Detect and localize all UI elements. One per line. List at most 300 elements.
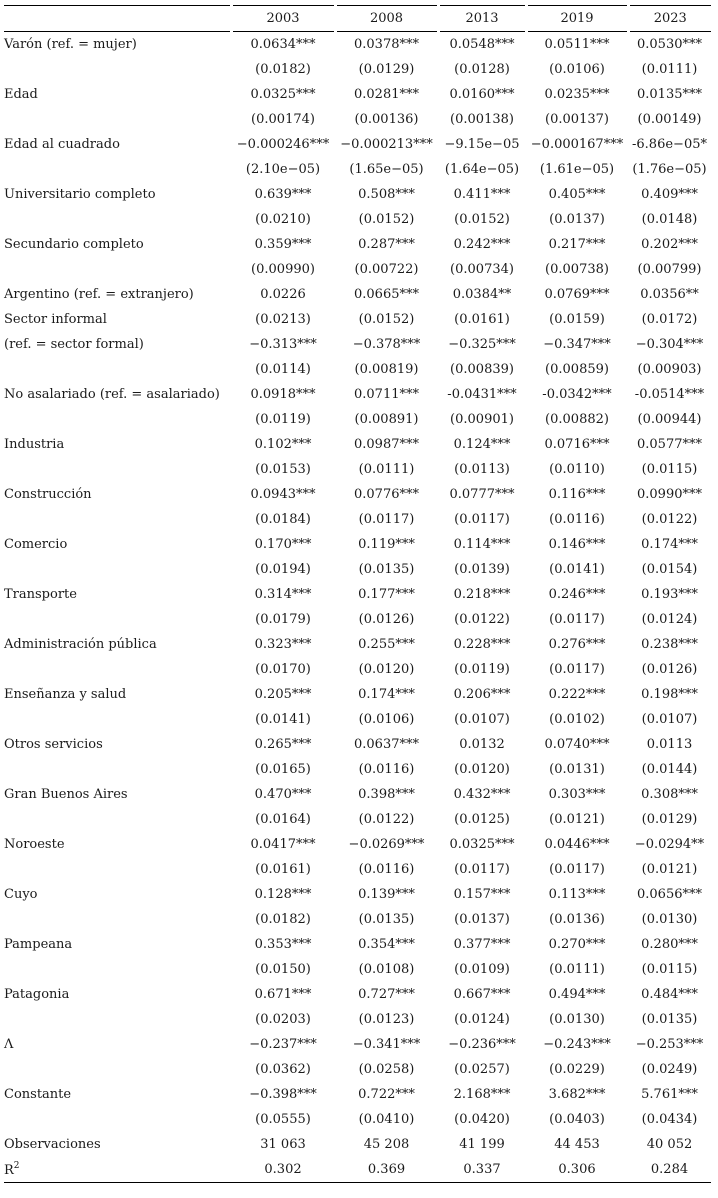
value-cell: -0.0342*** [542, 387, 612, 402]
table-row [4, 507, 711, 532]
value-cell: 0.0325*** [449, 837, 515, 852]
value-cell: 0.218*** [453, 587, 511, 602]
table-row [4, 607, 711, 632]
value-cell: 0.667*** [453, 987, 511, 1002]
value-cell: 0.124*** [453, 437, 511, 452]
value-cell: (0.0111) [641, 62, 698, 77]
value-cell: (0.0182) [255, 62, 311, 77]
value-cell: (0.0152) [358, 312, 415, 327]
value-cell: (0.0130) [549, 1012, 605, 1027]
value-cell: (0.0141) [255, 712, 311, 727]
value-cell: 0.205*** [254, 687, 312, 702]
value-cell: 0.255*** [358, 637, 415, 652]
value-cell: 0.377*** [453, 937, 511, 952]
header-row [4, 6, 711, 32]
table-row [4, 557, 711, 582]
value-cell: (0.0154) [641, 562, 698, 577]
r2-label: R [4, 1163, 14, 1178]
table-row [4, 382, 711, 407]
value-cell: 0.270*** [548, 937, 606, 952]
value-cell: −0.253*** [635, 1037, 704, 1052]
value-cell: −0.325*** [448, 337, 516, 352]
value-cell: 0.0325*** [250, 87, 316, 102]
row-label [4, 707, 231, 732]
value-cell: (0.0123) [358, 1012, 415, 1027]
value-cell: (0.0179) [255, 612, 311, 627]
value-cell: (0.0135) [358, 562, 415, 577]
value-cell: -0.0514*** [634, 387, 705, 402]
value-cell: (0.00882) [545, 412, 609, 427]
table-row [4, 1132, 711, 1157]
value-cell: 0.0548*** [449, 37, 515, 52]
value-cell: 0.353*** [254, 937, 312, 952]
value-cell: (0.0121) [549, 812, 605, 827]
value-cell: (0.0203) [255, 1012, 311, 1027]
value-cell: (0.0184) [255, 512, 311, 527]
value-cell: 0.284 [650, 1162, 689, 1177]
value-cell: (0.0410) [358, 1112, 415, 1127]
value-cell: (0.0139) [454, 562, 510, 577]
value-cell: (0.0249) [641, 1062, 698, 1077]
value-cell: 0.174*** [641, 537, 698, 552]
regression-table [4, 5, 711, 1183]
value-cell: 0.128*** [254, 887, 312, 902]
value-cell: 0.146*** [548, 537, 606, 552]
value-cell: (0.0130) [641, 912, 698, 927]
table-row [4, 357, 711, 382]
value-cell: 0.0113 [646, 737, 693, 752]
value-cell: (0.0121) [641, 862, 698, 877]
table-row [4, 907, 711, 932]
value-cell: (0.00990) [251, 262, 315, 277]
row-label [4, 607, 231, 632]
row-label [4, 1057, 231, 1082]
r2-superscript: 2 [13, 1161, 20, 1171]
value-cell: (0.0108) [358, 962, 415, 977]
value-cell: (0.0120) [454, 762, 510, 777]
header-cell: 2003 [231, 6, 335, 32]
value-cell: (0.0555) [255, 1112, 311, 1127]
value-cell: 0.174*** [358, 687, 415, 702]
row-label [4, 1007, 231, 1032]
table-row [4, 732, 711, 757]
row-label: Edad al cuadrado [4, 137, 120, 152]
value-cell: 0.398*** [358, 787, 415, 802]
value-cell: (0.0164) [255, 812, 311, 827]
value-cell: 0.639*** [254, 187, 312, 202]
table-row [4, 982, 711, 1007]
table-row [4, 207, 711, 232]
value-cell: 0.276*** [548, 637, 606, 652]
value-cell: −0.000246*** [236, 137, 330, 152]
value-cell: 0.432*** [453, 787, 511, 802]
row-label: Industria [4, 437, 65, 452]
value-cell: −0.347*** [543, 337, 611, 352]
table-row [4, 332, 711, 357]
value-cell: (0.0403) [549, 1112, 605, 1127]
value-cell: -6.86e−05* [632, 137, 707, 152]
value-cell: 0.202*** [641, 237, 698, 252]
table-row [4, 582, 711, 607]
header-cell: 2008 [335, 6, 438, 32]
value-cell: 0.206*** [453, 687, 511, 702]
value-cell: −0.237*** [249, 1037, 317, 1052]
value-cell: (0.0136) [549, 912, 605, 927]
value-cell: 3.682*** [548, 1087, 606, 1102]
row-label [4, 1107, 231, 1132]
value-cell: 0.0530*** [637, 37, 702, 52]
row-label: Universitario completo [4, 187, 156, 202]
table-row [4, 1107, 711, 1132]
value-cell: 45 208 [363, 1137, 410, 1152]
value-cell: (0.0124) [454, 1012, 510, 1027]
value-cell: (0.0117) [454, 862, 510, 877]
value-cell: (0.0148) [641, 212, 698, 227]
value-cell: 31 063 [260, 1137, 306, 1152]
value-cell: 2.168*** [453, 1087, 511, 1102]
value-cell: 0.0740*** [544, 737, 610, 752]
table-row [4, 432, 711, 457]
row-label: Observaciones [4, 1137, 101, 1152]
value-cell: (0.0115) [641, 962, 698, 977]
value-cell: (0.00138) [450, 112, 514, 127]
value-cell: (0.00722) [354, 262, 419, 277]
value-cell: 0.323*** [254, 637, 312, 652]
value-cell: 0.0943*** [250, 487, 316, 502]
row-label: Λ [4, 1037, 14, 1052]
row-label: Transporte [4, 587, 77, 602]
table-row [4, 232, 711, 257]
row-label: Cuyo [4, 887, 38, 902]
value-cell: 0.727*** [358, 987, 415, 1002]
value-cell: 0.0776*** [354, 487, 419, 502]
row-label: (ref. = sector formal) [4, 337, 144, 352]
value-cell: 0.139*** [358, 887, 415, 902]
value-cell: (0.0126) [358, 612, 415, 627]
table-row [4, 482, 711, 507]
value-cell: 0.359*** [254, 237, 312, 252]
value-cell: (0.00859) [545, 362, 609, 377]
value-cell: 0.280*** [641, 937, 698, 952]
value-cell: (0.0150) [255, 962, 311, 977]
value-cell: (0.00839) [450, 362, 514, 377]
value-cell: (0.0161) [255, 862, 311, 877]
value-cell: (0.0258) [358, 1062, 415, 1077]
row-label [4, 107, 231, 132]
value-cell: (0.0124) [641, 612, 698, 627]
value-cell: 44 453 [554, 1137, 600, 1152]
row-label [4, 57, 231, 82]
row-label [4, 257, 231, 282]
value-cell: (0.0107) [454, 712, 510, 727]
row-label [4, 957, 231, 982]
table-row [4, 132, 711, 157]
value-cell: 0.0990*** [637, 487, 702, 502]
value-cell: −0.243*** [543, 1037, 611, 1052]
value-cell: 0.222*** [548, 687, 606, 702]
value-cell: −0.0294** [634, 837, 705, 852]
value-cell: −0.313*** [249, 337, 317, 352]
value-cell: (0.0213) [255, 312, 311, 327]
table-row [4, 407, 711, 432]
value-cell: (0.0170) [255, 662, 311, 677]
value-cell: 0.0577*** [637, 437, 702, 452]
value-cell: (0.0131) [549, 762, 605, 777]
value-cell: (0.0122) [358, 812, 415, 827]
table-row [4, 182, 711, 207]
value-cell: 0.246*** [548, 587, 606, 602]
value-cell: 0.484*** [641, 987, 698, 1002]
value-cell: 0.314*** [254, 587, 312, 602]
table-row [4, 1082, 711, 1107]
row-label: Constante [4, 1087, 72, 1102]
value-cell: 0.354*** [358, 937, 415, 952]
row-label [4, 407, 231, 432]
value-cell: (0.0129) [358, 62, 415, 77]
table-row [4, 532, 711, 557]
value-cell: −0.398*** [249, 1087, 317, 1102]
value-cell: 0.671*** [254, 987, 312, 1002]
value-cell: (0.0116) [358, 862, 415, 877]
value-cell: 0.0235*** [544, 87, 610, 102]
value-cell: (0.0113) [454, 462, 510, 477]
table-row-r2 [4, 1157, 711, 1183]
value-cell: (0.0117) [549, 612, 605, 627]
value-cell: (0.0114) [255, 362, 311, 377]
value-cell: (0.0107) [641, 712, 698, 727]
value-cell: 0.228*** [453, 637, 511, 652]
row-label [4, 907, 231, 932]
value-cell: (0.0152) [358, 212, 415, 227]
value-cell: (0.0117) [358, 512, 415, 527]
value-cell: (0.0120) [358, 662, 415, 677]
value-cell: (0.0161) [454, 312, 510, 327]
value-cell: 0.0384** [452, 287, 512, 302]
value-cell: 0.170*** [254, 537, 312, 552]
value-cell: (0.0420) [454, 1112, 510, 1127]
value-cell: (0.0229) [549, 1062, 605, 1077]
value-cell: (0.0129) [641, 812, 698, 827]
table-row [4, 1007, 711, 1032]
value-cell: 0.369 [367, 1162, 406, 1177]
value-cell: 0.0226 [260, 287, 306, 302]
table-row [4, 757, 711, 782]
value-cell: 0.308*** [641, 787, 698, 802]
value-cell: (0.00944) [637, 412, 702, 427]
row-label [4, 357, 231, 382]
row-label [4, 507, 231, 532]
table-row [4, 1032, 711, 1057]
value-cell: (0.00136) [354, 112, 419, 127]
table-row [4, 882, 711, 907]
row-label: No asalariado (ref. = asalariado) [4, 387, 220, 402]
value-cell: (0.0111) [358, 462, 415, 477]
value-cell: −0.304*** [635, 337, 704, 352]
table-row [4, 107, 711, 132]
value-cell: (0.0172) [641, 312, 698, 327]
value-cell: (0.0122) [641, 512, 698, 527]
table-row [4, 257, 711, 282]
value-cell: (0.0106) [549, 62, 605, 77]
row-label [4, 757, 231, 782]
value-cell: 0.157*** [453, 887, 511, 902]
value-cell: 0.0417*** [250, 837, 316, 852]
value-cell: 0.0378*** [354, 37, 419, 52]
value-cell: 0.0446*** [544, 837, 610, 852]
table-row [4, 57, 711, 82]
table-row [4, 457, 711, 482]
value-cell: (0.0135) [358, 912, 415, 927]
table-row [4, 857, 711, 882]
value-cell: −0.378*** [352, 337, 421, 352]
value-cell: 0.0135*** [637, 87, 702, 102]
row-label [4, 557, 231, 582]
row-label: Edad [4, 87, 38, 102]
value-cell: 0.411*** [453, 187, 511, 202]
table-row [4, 832, 711, 857]
table-row [4, 82, 711, 107]
table-row [4, 307, 711, 332]
value-cell: (0.0109) [454, 962, 510, 977]
value-cell: (0.0119) [454, 662, 510, 677]
row-label: Patagonia [4, 987, 70, 1002]
value-cell: 0.238*** [641, 637, 698, 652]
value-cell: −9.15e−05 [444, 137, 520, 152]
value-cell: (0.0152) [454, 212, 510, 227]
table-body [4, 32, 711, 1183]
value-cell: (0.00734) [450, 262, 514, 277]
value-cell: 0.409*** [641, 187, 698, 202]
value-cell: (0.0117) [549, 662, 605, 677]
value-cell: 0.0987*** [354, 437, 419, 452]
row-label: Gran Buenos Aires [4, 787, 128, 802]
value-cell: 5.761*** [641, 1087, 698, 1102]
row-label [4, 157, 231, 182]
value-cell: 0.470*** [254, 787, 312, 802]
value-cell: (0.0137) [549, 212, 605, 227]
value-cell: (0.0182) [255, 912, 311, 927]
row-label [4, 657, 231, 682]
value-cell: (0.00799) [637, 262, 702, 277]
value-cell: 0.0716*** [544, 437, 610, 452]
value-cell: (0.00819) [354, 362, 419, 377]
header-cell: 2013 [438, 6, 526, 32]
value-cell: 0.102*** [254, 437, 312, 452]
value-cell: 0.0918*** [250, 387, 316, 402]
table-row [4, 682, 711, 707]
header-cell [4, 6, 231, 32]
value-cell: (0.0194) [255, 562, 311, 577]
value-cell: 0.217*** [548, 237, 606, 252]
value-cell: 0.116*** [548, 487, 606, 502]
value-cell: 0.193*** [641, 587, 698, 602]
value-cell: 0.0711*** [354, 387, 419, 402]
value-cell: (0.0137) [454, 912, 510, 927]
row-label [4, 457, 231, 482]
row-label: Noroeste [4, 837, 65, 852]
value-cell: (1.65e−05) [349, 162, 424, 177]
value-cell: 0.306 [558, 1162, 596, 1177]
value-cell: (0.0115) [641, 462, 698, 477]
value-cell: (0.0117) [549, 862, 605, 877]
value-cell: (0.00901) [450, 412, 514, 427]
header-cell: 2019 [526, 6, 628, 32]
value-cell: −0.341*** [352, 1037, 421, 1052]
value-cell: 0.303*** [548, 787, 606, 802]
row-label: Administración pública [4, 637, 157, 652]
row-label: Varón (ref. = mujer) [4, 37, 137, 52]
value-cell: (0.0126) [641, 662, 698, 677]
value-cell: (1.61e−05) [539, 162, 615, 177]
value-cell: (0.0362) [255, 1062, 311, 1077]
value-cell: (0.0144) [641, 762, 698, 777]
table-row [4, 282, 711, 307]
table-row [4, 782, 711, 807]
value-cell: 0.0511*** [544, 37, 610, 52]
value-cell: 0.198*** [641, 687, 698, 702]
value-cell: 0.0777*** [449, 487, 515, 502]
table-row [4, 157, 711, 182]
value-cell: (0.0135) [641, 1012, 698, 1027]
value-cell: 0.0281*** [354, 87, 419, 102]
table-row [4, 657, 711, 682]
value-cell: (1.76e−05) [632, 162, 707, 177]
row-label: Pampeana [4, 937, 73, 952]
value-cell: 0.0132 [459, 737, 505, 752]
value-cell: 0.114*** [453, 537, 511, 552]
value-cell: (0.0257) [454, 1062, 510, 1077]
value-cell: (0.00174) [251, 112, 315, 127]
value-cell: 0.0656*** [637, 887, 702, 902]
value-cell: 0.337 [463, 1162, 501, 1177]
value-cell: (0.00903) [637, 362, 702, 377]
value-cell: 0.0160*** [449, 87, 515, 102]
value-cell: 41 199 [459, 1137, 505, 1152]
value-cell: (0.0434) [641, 1112, 698, 1127]
value-cell: 0.113*** [548, 887, 606, 902]
value-cell: (0.0122) [454, 612, 510, 627]
row-label [4, 807, 231, 832]
value-cell: 0.287*** [358, 237, 415, 252]
value-cell: (0.0153) [255, 462, 311, 477]
value-cell: (0.0106) [358, 712, 415, 727]
table-row [4, 707, 711, 732]
value-cell: (0.00149) [637, 112, 702, 127]
row-label [4, 857, 231, 882]
value-cell: −0.000213*** [340, 137, 433, 152]
value-cell: 40 052 [646, 1137, 693, 1152]
value-cell: 0.0634*** [250, 37, 316, 52]
row-label: Otros servicios [4, 737, 103, 752]
value-cell: 0.722*** [358, 1087, 415, 1102]
header-cell: 2023 [628, 6, 711, 32]
table-row [4, 807, 711, 832]
value-cell: 0.508*** [358, 187, 415, 202]
value-cell: (0.0141) [549, 562, 605, 577]
value-cell: -0.0431*** [447, 387, 517, 402]
value-cell: (0.00891) [354, 412, 419, 427]
value-cell: (1.64e−05) [444, 162, 520, 177]
table-row [4, 957, 711, 982]
value-cell: (2.10e−05) [245, 162, 321, 177]
value-cell: (0.0119) [255, 412, 311, 427]
row-label: Sector informal [4, 312, 107, 327]
value-cell: 0.119*** [358, 537, 415, 552]
value-cell: (0.00137) [545, 112, 609, 127]
value-cell: (0.0165) [255, 762, 311, 777]
row-label [4, 207, 231, 232]
value-cell: (0.0110) [549, 462, 605, 477]
